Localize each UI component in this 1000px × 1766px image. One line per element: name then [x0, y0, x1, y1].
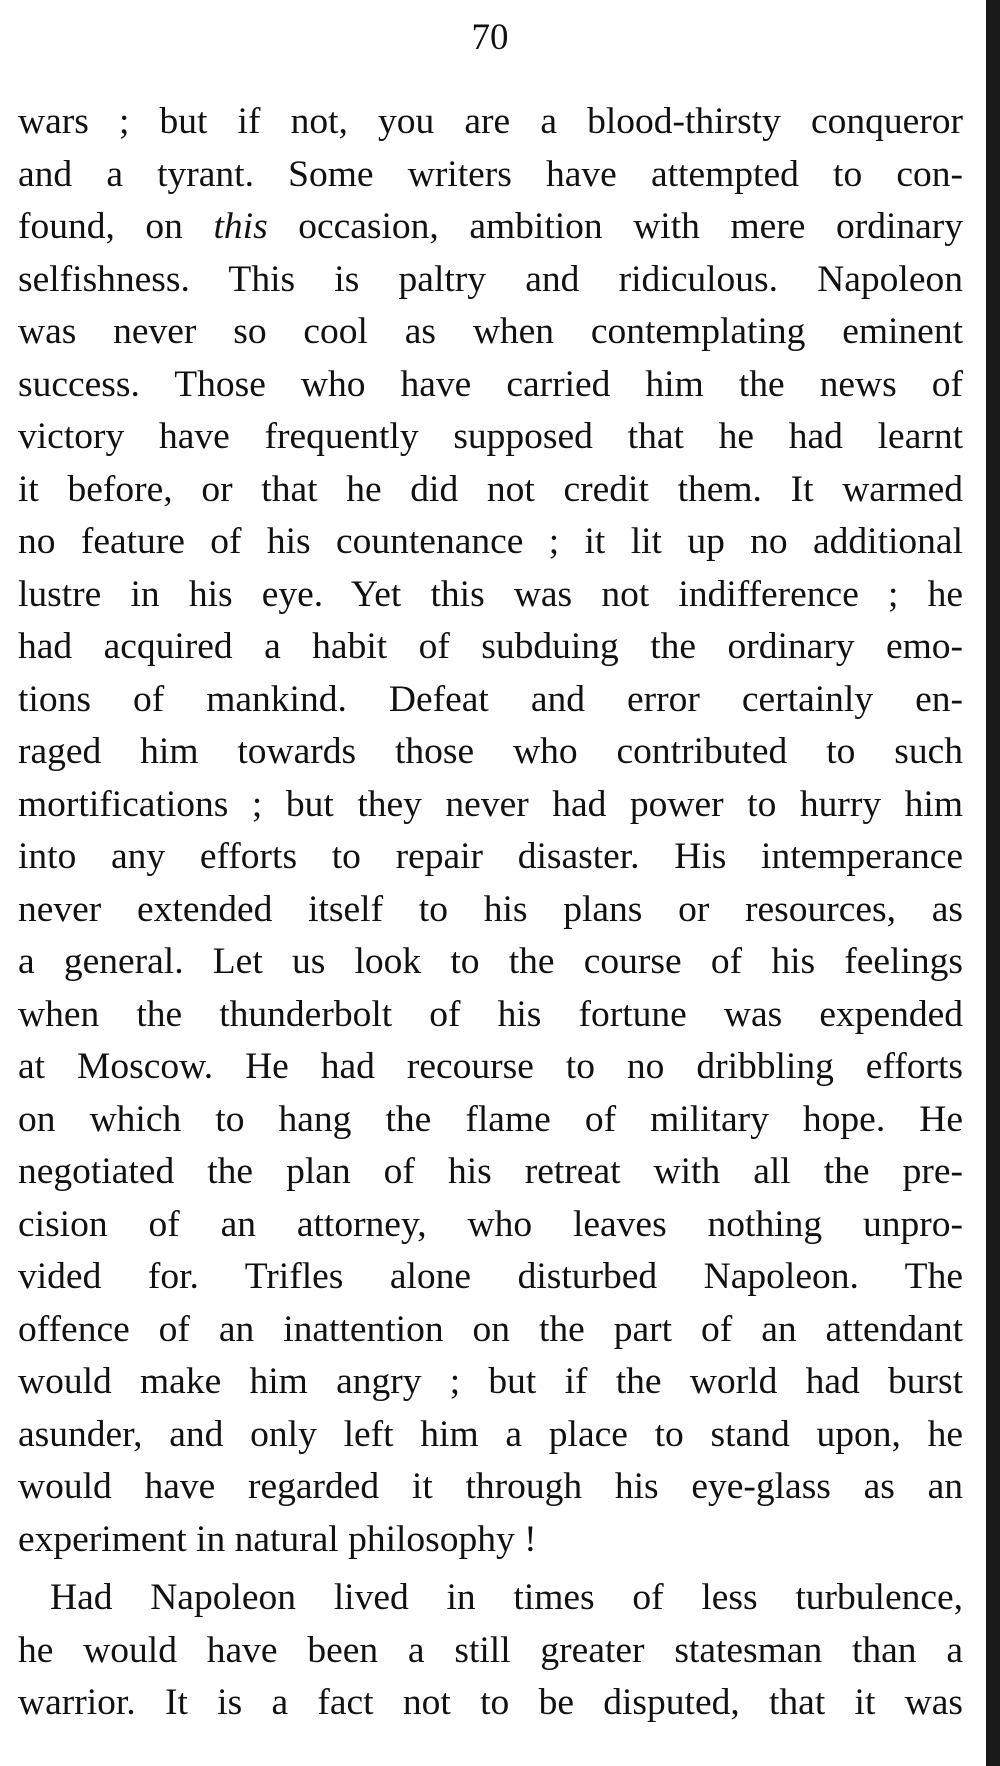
text-line: had acquired a habit of subduing the ordinary emo- [18, 626, 963, 667]
text-line-rest: occasion, ambition with mere ordinary [267, 206, 963, 247]
text-line: never extended itself to his plans or resources, as [18, 888, 963, 930]
text-line: negotiated the plan of his retreat with all the pre- [18, 1151, 963, 1192]
text-line: asunder, and only left him a place to stand upon, he [18, 1413, 963, 1455]
text-line: warrior. It is a fact not to be disputed, that it was [18, 1682, 963, 1723]
text-line: wars ; but if not, you are a blood-thirsty conqueror [18, 101, 963, 142]
text-line: would have regarded it through his eye-glass as an [18, 1466, 963, 1507]
text-line: experiment in natural philosophy ! [18, 1518, 537, 1560]
text-line: was never so cool as when contemplating eminent [18, 311, 963, 352]
text-line: Had Napoleon lived in times of less turbulence, [50, 1577, 963, 1618]
text-line: into any efforts to repair disaster. His intemperance [18, 836, 963, 877]
text-line: selfishness. This is paltry and ridiculous. Napoleon [18, 258, 963, 300]
text-line: offence of an inattention on the part of an attendant [18, 1308, 963, 1350]
text-line: success. Those who have carried him the news of [18, 363, 963, 405]
text-line: cision of an attorney, who leaves nothing unpro- [18, 1203, 963, 1245]
text-line: mortifications ; but they never had power to hurry him [18, 783, 963, 825]
text-line: would make him angry ; but if the world had burst [18, 1361, 963, 1402]
text-line: victory have frequently supposed that he had learnt [18, 416, 963, 457]
text-line [18, 201, 963, 254]
text-line: raged him towards those who contributed to such [18, 731, 963, 772]
page-edge [986, 0, 1000, 1766]
text-line: tions of mankind. Defeat and error certainly en- [18, 678, 963, 720]
paragraph-1 [18, 96, 963, 1566]
text-line-start: found, on [18, 206, 214, 247]
text-line: lustre in his eye. Yet this was not indifference ; he [18, 573, 963, 615]
italic-word: this [213, 206, 268, 247]
text-line: at Moscow. He had recourse to no dribbling efforts [18, 1046, 963, 1087]
page-number: 70 [471, 17, 509, 58]
body-text [18, 96, 963, 1730]
paragraph-2 [18, 1572, 963, 1730]
text-line: he would have been a still greater statesman than a [18, 1629, 963, 1671]
text-line: and a tyrant. Some writers have attempted to con- [18, 153, 963, 195]
text-line: it before, or that he did not credit them. It warmed [18, 468, 963, 510]
text-line: on which to hang the flame of military hope. He [18, 1098, 963, 1140]
text-line: no feature of his countenance ; it lit up no additional [18, 521, 963, 562]
text-line: when the thunderbolt of his fortune was expended [18, 993, 963, 1035]
text-line: vided for. Trifles alone disturbed Napoleon. The [18, 1256, 963, 1297]
text-line: a general. Let us look to the course of his feelings [18, 941, 963, 982]
